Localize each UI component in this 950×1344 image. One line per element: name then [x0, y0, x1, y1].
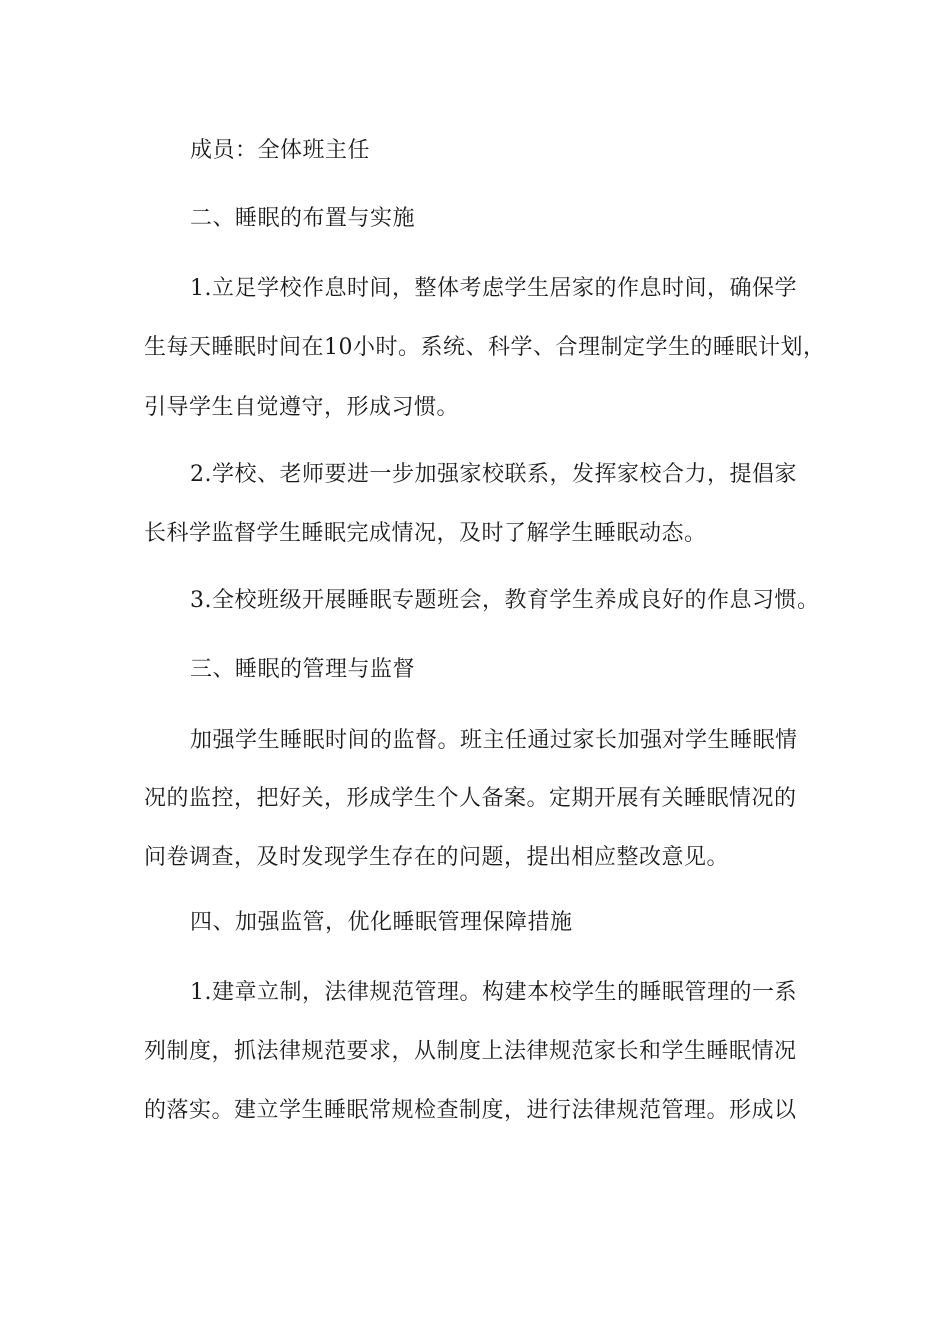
section-heading-3: 三、睡眠的管理与监督	[190, 657, 416, 682]
paragraph-line: 问卷调查，及时发现学生存在的问题，提出相应整改意见。	[144, 845, 730, 870]
paragraph-line: 的落实。建立学生睡眠常规检查制度，进行法律规范管理。形成以	[144, 1098, 797, 1123]
members-line: 成员：全体班主任	[190, 138, 371, 163]
paragraph-line: 长科学监督学生睡眠完成情况，及时了解学生睡眠动态。	[144, 521, 707, 546]
paragraph-line: 加强学生睡眠时间的监督。班主任通过家长加强对学生睡眠情	[190, 728, 798, 753]
section-heading-4: 四、加强监管，优化睡眠管理保障措施	[190, 910, 573, 935]
section-heading-2: 二、睡眠的布置与实施	[190, 206, 416, 231]
paragraph-line: 引导学生自觉遵守，形成习惯。	[144, 395, 460, 420]
paragraph-line: 3.全校班级开展睡眠专题班会，教育学生养成良好的作息习惯。	[190, 588, 820, 613]
paragraph-line: 2.学校、老师要进一步加强家校联系，发挥家校合力，提倡家	[190, 462, 797, 487]
paragraph-line: 1.立足学校作息时间，整体考虑学生居家的作息时间，确保学	[190, 276, 797, 301]
paragraph-line: 生每天睡眠时间在10小时。系统、科学、合理制定学生的睡眠计划，	[144, 335, 826, 360]
paragraph-line: 况的监控，把好关，形成学生个人备案。定期开展有关睡眠情况的	[144, 786, 797, 811]
paragraph-line: 列制度，抓法律规范要求，从制度上法律规范家长和学生睡眠情况	[144, 1039, 797, 1064]
paragraph-line: 1.建章立制，法律规范管理。构建本校学生的睡眠管理的一系	[190, 980, 797, 1005]
